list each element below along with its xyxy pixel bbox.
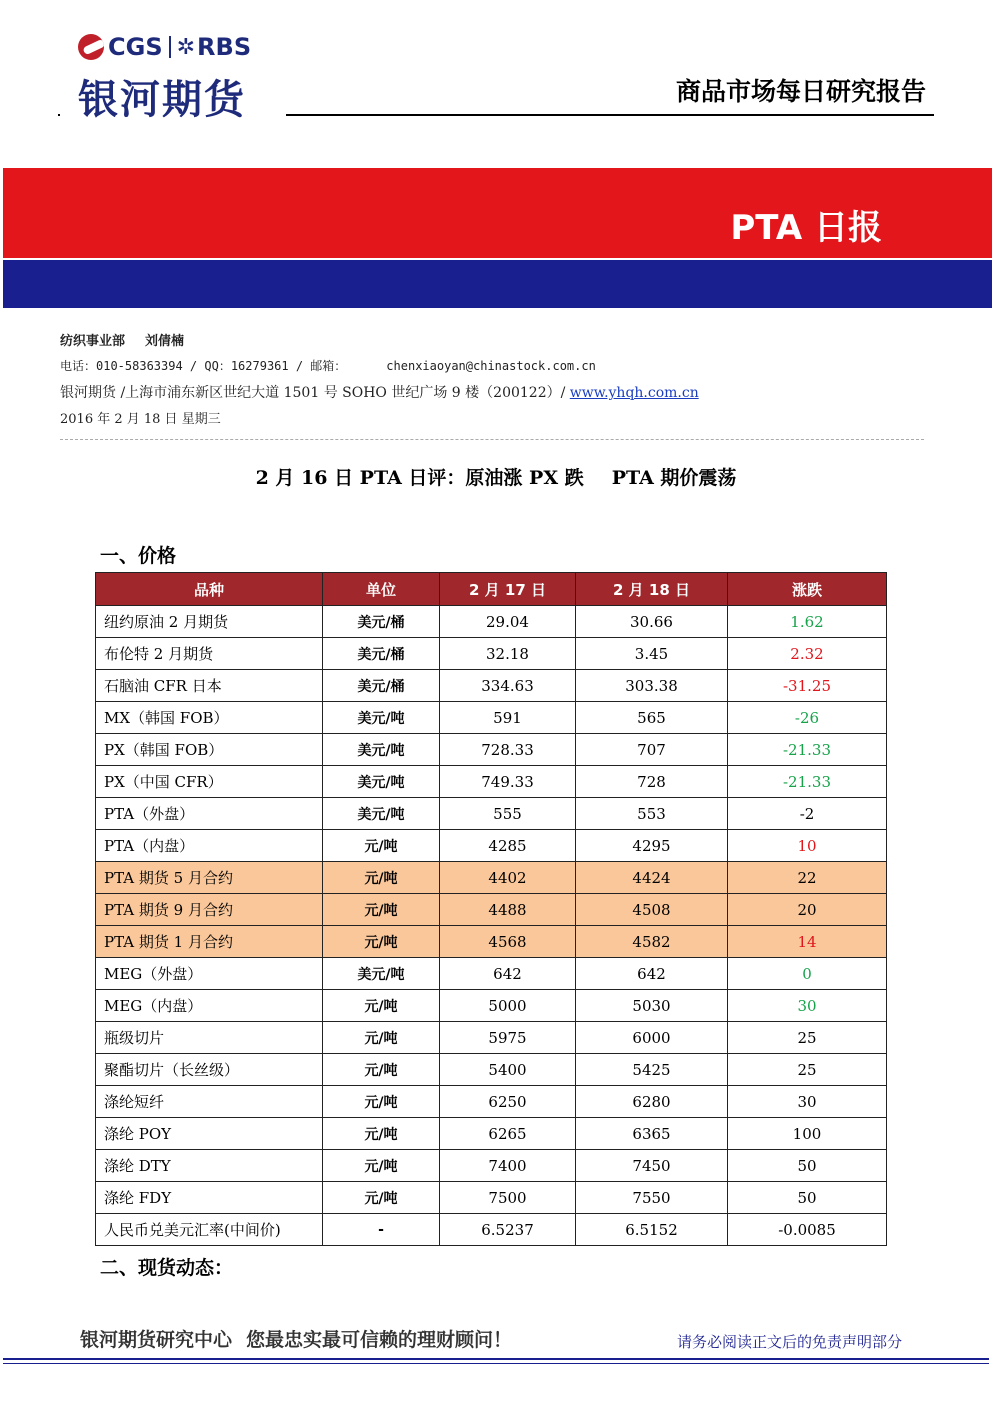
section-price-title: 一、价格 [100, 545, 177, 567]
cell-unit: 美元/桶 [323, 606, 440, 638]
cell-date-2: 642 [576, 958, 728, 990]
address: 银河期货 /上海市浦东新区世纪大道 1501 号 SOHO 世纪广场 9 楼（200122）/ [60, 385, 570, 401]
cell-change: 14 [728, 926, 887, 958]
table-row [96, 1054, 887, 1086]
cell-change: -21.33 [728, 734, 887, 766]
cell-product: PX（中国 CFR） [96, 766, 323, 798]
table-row [96, 798, 887, 830]
cell-product: PTA（内盘） [96, 830, 323, 862]
slogan-text: 您最忠实最可信赖的理财顾问！ [246, 1329, 513, 1351]
cell-change: 22 [728, 862, 887, 894]
logo-top-row [78, 30, 278, 64]
cell-product: 人民币兑美元汇率(中间价) [96, 1214, 323, 1246]
author-name: 刘倩楠 [145, 334, 185, 349]
company-logo [78, 30, 278, 125]
header-change: 涨跌 [728, 573, 887, 606]
title-part-1: 2 月 16 日 PTA 日评：原油涨 PX 跌 [255, 467, 584, 489]
cell-unit: 美元/吨 [323, 734, 440, 766]
cgs-swoosh-icon [78, 34, 104, 60]
cell-unit: - [323, 1214, 440, 1246]
cell-date-2: 5030 [576, 990, 728, 1022]
table-row [96, 1214, 887, 1246]
cell-unit: 美元/吨 [323, 766, 440, 798]
cell-date-2: 565 [576, 702, 728, 734]
cell-date-2: 6000 [576, 1022, 728, 1054]
cell-date-1: 334.63 [440, 670, 576, 702]
table-row [96, 670, 887, 702]
cell-change: 50 [728, 1150, 887, 1182]
cell-unit: 元/吨 [323, 894, 440, 926]
table-row [96, 958, 887, 990]
department: 纺织事业部 [60, 334, 126, 349]
cell-change: 10 [728, 830, 887, 862]
table-row [96, 1118, 887, 1150]
cell-unit: 元/吨 [323, 862, 440, 894]
cell-change: -31.25 [728, 670, 887, 702]
cell-change: 0 [728, 958, 887, 990]
table-row [96, 734, 887, 766]
table-row [96, 862, 887, 894]
document-title [0, 463, 992, 490]
header-divider [286, 114, 934, 116]
table-row [96, 1086, 887, 1118]
cell-date-2: 4424 [576, 862, 728, 894]
cell-product: 聚酯切片（长丝级） [96, 1054, 323, 1086]
table-row [96, 1182, 887, 1214]
cell-product: PTA 期货 5 月合约 [96, 862, 323, 894]
table-row [96, 638, 887, 670]
cell-unit: 美元/吨 [323, 798, 440, 830]
cell-change: 30 [728, 1086, 887, 1118]
contact-line [60, 357, 596, 374]
footer-rule-thin [3, 1363, 989, 1364]
table-row [96, 606, 887, 638]
report-type-title: 商品市场每日研究报告 [675, 77, 926, 106]
cell-date-1: 5000 [440, 990, 576, 1022]
cell-change: 20 [728, 894, 887, 926]
header-date-2: 2 月 18 日 [576, 573, 728, 606]
table-header-row [96, 573, 887, 606]
cell-product: 涤纶 FDY [96, 1182, 323, 1214]
cell-date-2: 707 [576, 734, 728, 766]
website-link[interactable]: www.yhqh.com.cn [569, 385, 699, 401]
cell-product: 瓶级切片 [96, 1022, 323, 1054]
cell-unit: 美元/桶 [323, 638, 440, 670]
table-row [96, 1022, 887, 1054]
table-row [96, 926, 887, 958]
cell-product: PX（韩国 FOB） [96, 734, 323, 766]
cell-date-1: 4488 [440, 894, 576, 926]
title-part-2: PTA 期价震荡 [611, 467, 737, 489]
cell-date-2: 30.66 [576, 606, 728, 638]
section-spot-title: 二、现货动态： [100, 1257, 234, 1279]
cell-change: 50 [728, 1182, 887, 1214]
cell-date-2: 7450 [576, 1150, 728, 1182]
cell-change: -26 [728, 702, 887, 734]
cell-date-1: 7400 [440, 1150, 576, 1182]
cell-date-1: 591 [440, 702, 576, 734]
cell-product: MX（韩国 FOB） [96, 702, 323, 734]
logo-chinese-name: 银河期货 [78, 77, 246, 123]
cell-date-1: 6.5237 [440, 1214, 576, 1246]
cell-unit: 美元/吨 [323, 702, 440, 734]
logo-cgs-text: CGS [108, 33, 163, 61]
cell-change: -2 [728, 798, 887, 830]
cell-change: 25 [728, 1022, 887, 1054]
cell-date-1: 29.04 [440, 606, 576, 638]
header-unit: 单位 [323, 573, 440, 606]
cell-change: 100 [728, 1118, 887, 1150]
header-product: 品种 [96, 573, 323, 606]
cell-date-1: 5400 [440, 1054, 576, 1086]
cell-unit: 元/吨 [323, 990, 440, 1022]
cell-product: 涤纶短纤 [96, 1086, 323, 1118]
cell-date-1: 4285 [440, 830, 576, 862]
footer-disclaimer: 请务必阅读正文后的免责声明部分 [676, 1333, 902, 1351]
cell-change: 30 [728, 990, 887, 1022]
cell-unit: 元/吨 [323, 926, 440, 958]
cell-date-2: 4582 [576, 926, 728, 958]
cell-date-2: 303.38 [576, 670, 728, 702]
cell-unit: 美元/吨 [323, 958, 440, 990]
banner-blue-band [3, 260, 992, 308]
cell-unit: 元/吨 [323, 1118, 440, 1150]
cell-unit: 元/吨 [323, 1182, 440, 1214]
cell-change: 25 [728, 1054, 887, 1086]
cell-product: PTA（外盘） [96, 798, 323, 830]
dashed-divider [60, 439, 924, 440]
cell-product: PTA 期货 9 月合约 [96, 894, 323, 926]
table-row [96, 702, 887, 734]
address-line [60, 382, 699, 402]
cell-date-2: 4508 [576, 894, 728, 926]
cell-unit: 元/吨 [323, 1054, 440, 1086]
cell-date-2: 6365 [576, 1118, 728, 1150]
rbs-cube-icon: ✲ [176, 34, 196, 60]
cell-date-1: 4402 [440, 862, 576, 894]
banner-title: PTA 日报 [730, 208, 882, 248]
phone-qq: 电话：010-58363394 / QQ：16279361 / 邮箱： [60, 359, 347, 373]
cell-date-1: 728.33 [440, 734, 576, 766]
cell-change: 2.32 [728, 638, 887, 670]
cell-product: 纽约原油 2 月期货 [96, 606, 323, 638]
table-row [96, 894, 887, 926]
cell-unit: 美元/桶 [323, 670, 440, 702]
cell-product: PTA 期货 1 月合约 [96, 926, 323, 958]
cell-date-2: 553 [576, 798, 728, 830]
cell-date-1: 5975 [440, 1022, 576, 1054]
cell-date-2: 3.45 [576, 638, 728, 670]
cell-unit: 元/吨 [323, 1150, 440, 1182]
cell-date-1: 642 [440, 958, 576, 990]
table-row [96, 830, 887, 862]
table-row [96, 990, 887, 1022]
cell-product: 石脑油 CFR 日本 [96, 670, 323, 702]
cell-product: MEG（外盘） [96, 958, 323, 990]
report-date: 2016 年 2 月 18 日 星期三 [60, 412, 221, 427]
author-dept-line [60, 330, 184, 349]
cell-date-1: 555 [440, 798, 576, 830]
cell-product: 涤纶 POY [96, 1118, 323, 1150]
cell-product: 布伦特 2 月期货 [96, 638, 323, 670]
cell-date-1: 749.33 [440, 766, 576, 798]
cell-date-2: 7550 [576, 1182, 728, 1214]
cell-unit: 元/吨 [323, 1086, 440, 1118]
cell-date-1: 6265 [440, 1118, 576, 1150]
research-center: 银河期货研究中心 [80, 1329, 233, 1351]
cell-date-2: 4295 [576, 830, 728, 862]
cell-date-2: 5425 [576, 1054, 728, 1086]
cell-product: 涤纶 DTY [96, 1150, 323, 1182]
cell-unit: 元/吨 [323, 830, 440, 862]
header-dot [58, 114, 60, 116]
price-table [95, 572, 887, 1246]
cell-date-1: 7500 [440, 1182, 576, 1214]
table-row [96, 766, 887, 798]
email-address[interactable]: chenxiaoyan@chinastock.com.cn [386, 359, 596, 373]
logo-rbs-text: RBS [197, 33, 252, 61]
cell-date-2: 728 [576, 766, 728, 798]
cell-date-2: 6.5152 [576, 1214, 728, 1246]
logo-separator [169, 36, 171, 58]
cell-date-1: 4568 [440, 926, 576, 958]
cell-date-2: 6280 [576, 1086, 728, 1118]
cell-unit: 元/吨 [323, 1022, 440, 1054]
cell-change: -0.0085 [728, 1214, 887, 1246]
cell-date-1: 32.18 [440, 638, 576, 670]
table-body [96, 606, 887, 1246]
footer-rule [3, 1358, 989, 1360]
footer-slogan [80, 1325, 512, 1352]
header-date-1: 2 月 17 日 [440, 573, 576, 606]
cell-change: 1.62 [728, 606, 887, 638]
cell-date-1: 6250 [440, 1086, 576, 1118]
cell-product: MEG（内盘） [96, 990, 323, 1022]
table-row [96, 1150, 887, 1182]
cell-change: -21.33 [728, 766, 887, 798]
